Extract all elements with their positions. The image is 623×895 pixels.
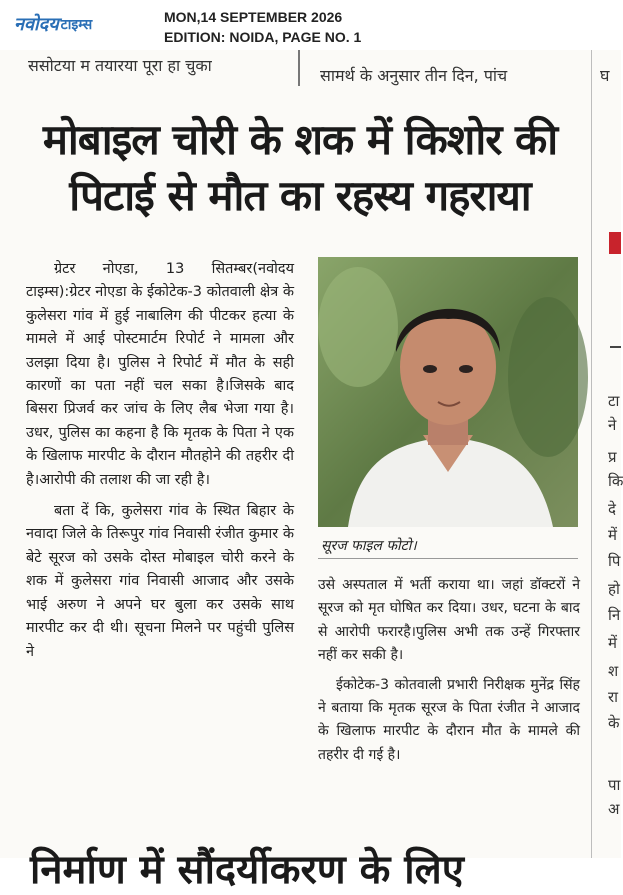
page-header <box>0 0 621 51</box>
prev-article-fragment-right: घ <box>600 66 610 85</box>
neighbor-fragment: पि <box>608 552 621 570</box>
headline-line-2: पिटाई से मौत का रहस्य गहराया <box>69 171 531 220</box>
article-paragraph: उसे अस्पताल में भर्ती कराया था। जहां डॉक्टरों ने सूरज को मृत घोषित कर दिया। उधर, घटना के बाद से आरोपी फरारहै।पुलिस अभी तक उन्हें गिरफ्तार नहीं कर सकी है। <box>318 577 580 664</box>
article-column-2 <box>318 574 580 767</box>
next-article-headline-fragment: निर्माण में सौंदर्यीकरण के लिए <box>30 847 464 893</box>
neighbor-fragment: में <box>608 634 617 652</box>
neighbor-fragment: प्र <box>608 448 617 466</box>
neighbor-fragment: हो <box>608 580 620 598</box>
column-divider-top <box>298 50 300 86</box>
headline-line-1: मोबाइल चोरी के शक में किशोर की <box>42 115 558 164</box>
newspaper-logo[interactable] <box>14 11 154 37</box>
neighbor-fragment: टा <box>608 392 620 410</box>
article-column-1 <box>26 258 294 664</box>
neighbor-fragment: नि <box>608 606 621 624</box>
victim-photo <box>318 257 578 527</box>
newspaper-clipping <box>0 50 623 893</box>
neighbor-fragment: कि <box>608 472 623 490</box>
logo-sub-text: टाइम्स <box>60 16 93 33</box>
article-headline <box>10 112 590 224</box>
neighbor-fragment: के <box>608 714 620 732</box>
neighbor-fragment: दे <box>608 500 616 518</box>
article-paragraph: ईकोटेक-3 कोतवाली प्रभारी निरीक्षक मुनेंद्र सिंह ने बताया कि मृतक सूरज के पिता रंजीत ने आजाद के खिलाफ मारपीट के दौरान मौत के मामले की तहरीर दी गई है। <box>318 676 580 763</box>
neighbor-fragment: ने <box>608 416 617 434</box>
prev-article-fragment-mid: सामर्थ के अनुसार तीन दिन, पांच <box>320 66 508 85</box>
publication-date: MON,14 SEPTEMBER 2026 <box>164 9 343 25</box>
logo-text: नवोदय <box>14 14 59 35</box>
neighbor-article-column <box>604 50 621 858</box>
article-paragraph: ग्रेटर नोएडा, 13 सितम्बर(नवोदय टाइम्स):ग्रेटर नोएडा के ईकोटेक-3 कोतवाली क्षेत्र के कुलेसरा गांव में हुई नाबालिग की पीटकर हत्या के मामले में आई पोस्टमार्टम रिपोर्ट ने मामला और उलझा दिया है। पुलिस ने रिपोर्ट में मौत के सही कारणों का पता नहीं चल सका है।जिसके बाद बिसरा प्रिजर्व कर जांच के लिए लैब भेजा गया है। उधर, पुलिस का कहना है कि मृतक के पिता ने एक के खिलाफ मारपीट के दौरान मौतहोने की तहरीर दी है।आरोपी की तलाश की जा रही है। <box>26 261 294 488</box>
neighbor-fragment: में <box>608 526 617 544</box>
neighbor-fragment: रा <box>608 688 619 706</box>
column-divider-right <box>591 50 592 858</box>
portrait-image <box>318 257 578 527</box>
neighbor-fragment: अ <box>608 800 620 818</box>
prev-article-fragment-left: ससोटया म तयारया पूरा हा चुका <box>28 56 212 75</box>
photo-caption: सूरज फाइल फोटो। <box>321 538 417 554</box>
article-paragraph: बता दें कि, कुलेसरा गांव के स्थित बिहार के नवादा जिले के तिरूपुर गांव निवासी रंजीत कुमार के बेटे सूरज को उसके दोस्त मोबाइल चोरी करने के शक में कुलेसरा गांव निवासी आजाद और उसके भाई अरुण ने अपने घर बुला कर उसके साथ मारपीट कर दी थी। सूचना मिलने पर पहुंची पुलिस ने <box>26 503 294 660</box>
neighbor-fragment: पा <box>608 776 621 794</box>
neighbor-fragment: श <box>608 662 619 680</box>
edition-info: EDITION: NOIDA, PAGE NO. 1 <box>164 29 362 45</box>
caption-divider <box>318 558 578 559</box>
